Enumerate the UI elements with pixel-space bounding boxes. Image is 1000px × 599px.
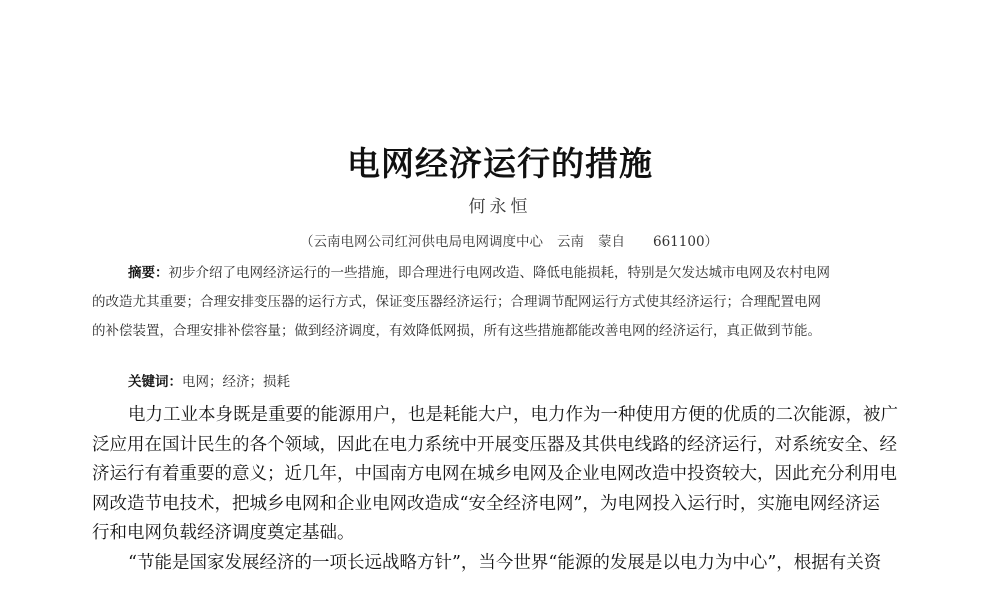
affiliation-city: 云南 bbox=[557, 234, 584, 250]
abstract-line bbox=[92, 259, 910, 288]
keywords bbox=[128, 370, 290, 390]
body-line: 网改造节电技术，把城乡电网和企业电网改造成“安全经济电网”，为电网投入运行时，实施电网经济运 bbox=[92, 493, 880, 514]
body-line: 电力工业本身既是重要的能源用户，也是耗能大户，电力作为一种使用方便的优质的二次能源，被广 bbox=[128, 405, 898, 425]
abstract-label: 摘要： bbox=[128, 265, 169, 281]
author-name: 何永恒 bbox=[468, 197, 532, 217]
abstract-line: 的改造尤其重要；合理安排变压器的运行方式，保证变压器经济运行；合理调节配网运行方式使其经济运行；合理配置电网 bbox=[92, 294, 821, 310]
body-line: 行和电网负载经济调度奠定基础。 bbox=[92, 523, 355, 543]
body-line: 泛应用在国计民生的各个领域，因此在电力系统中开展变压器及其供电线路的经济运行，对系统安全、经 bbox=[92, 434, 897, 455]
affiliation bbox=[300, 230, 718, 250]
body-line: 济运行有着重要的意义；近几年，中国南方电网在城乡电网及企业电网改造中投资较大，因此充分利用电 bbox=[92, 464, 897, 484]
body-line: “节能是国家发展经济的一项长远战略方针”，当今世界“能源的发展是以电力为中心”，根据有关资 bbox=[128, 552, 882, 573]
abstract-line: 的补偿装置，合理安排补偿容量；做到经济调度，有效降低网损，所有这些措施都能改善电网的经济运行，真正做到节能。 bbox=[92, 323, 821, 339]
keywords-text: 电网；经济；损耗 bbox=[182, 374, 290, 390]
abstract bbox=[92, 259, 910, 346]
abstract-text: 初步介绍了电网经济运行的一些措施，即合理进行电网改造、降低电能损耗，特别是欠发达城市电网及农村电网 bbox=[168, 265, 830, 281]
affiliation-postcode: 661100） bbox=[653, 234, 719, 250]
affiliation-org: （云南电网公司红河供电局电网调度中心 bbox=[300, 234, 543, 250]
paper-title: 电网经济运行的措施 bbox=[347, 144, 653, 183]
keywords-label: 关键词： bbox=[128, 374, 182, 390]
body-text bbox=[92, 401, 914, 578]
affiliation-district: 蒙自 bbox=[598, 234, 625, 250]
